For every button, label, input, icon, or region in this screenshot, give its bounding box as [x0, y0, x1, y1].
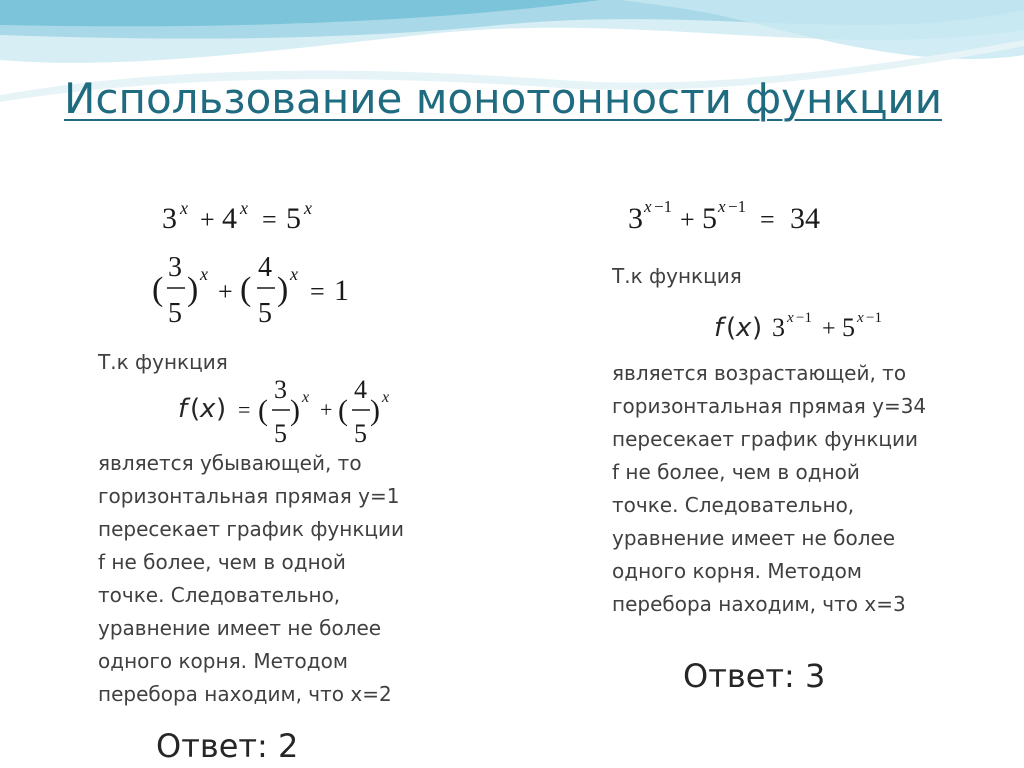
left-explanation-paragraph — [98, 447, 404, 711]
svg-text:3: 3 — [772, 313, 785, 342]
svg-text:=: = — [310, 277, 325, 306]
right-paragraph-line: одного корня. Методом — [612, 559, 862, 583]
svg-text:1: 1 — [334, 274, 349, 307]
right-paragraph-line: уравнение имеет не более — [612, 526, 896, 550]
right-paragraph-line: f не более, чем в одной — [612, 460, 860, 484]
svg-text:34: 34 — [790, 202, 820, 235]
svg-text:5: 5 — [286, 202, 301, 235]
svg-text:+: + — [680, 205, 695, 234]
svg-text:x: x — [180, 198, 188, 218]
svg-text:4: 4 — [354, 375, 367, 404]
svg-text:x: x — [240, 198, 248, 218]
left-paragraph-line: уравнение имеет не более — [98, 616, 382, 640]
svg-text:): ) — [370, 394, 380, 427]
svg-text:+: + — [218, 277, 233, 306]
left-equation-2 — [150, 248, 370, 334]
svg-text:=: = — [238, 397, 251, 422]
left-answer: Ответ: 2 — [156, 727, 299, 765]
right-paragraph-line: является возрастающей, то — [612, 361, 907, 385]
svg-text:−1: −1 — [796, 310, 812, 326]
svg-text:3: 3 — [628, 202, 643, 235]
svg-text:x: x — [304, 198, 312, 218]
svg-text:−1: −1 — [654, 197, 673, 216]
left-paragraph-line: перебора находим, что x=2 — [98, 682, 392, 706]
right-explanation-paragraph — [612, 357, 926, 621]
svg-text:(: ( — [152, 271, 164, 308]
left-paragraph-line: пересекает график функции — [98, 517, 405, 541]
svg-text:x: x — [302, 389, 310, 406]
svg-text:x: x — [787, 310, 794, 326]
svg-text:+: + — [822, 316, 836, 342]
svg-text:5: 5 — [354, 419, 367, 448]
svg-text:x: x — [200, 394, 216, 424]
svg-text:5: 5 — [258, 298, 272, 329]
svg-text:(: ( — [240, 271, 252, 308]
svg-text:): ) — [290, 394, 300, 427]
right-paragraph-line: горизонтальная прямая y=34 — [612, 394, 927, 418]
svg-text:): ) — [187, 271, 199, 308]
svg-text:5: 5 — [168, 298, 182, 329]
svg-text:x: x — [644, 197, 652, 216]
svg-text:(: ( — [726, 313, 737, 343]
svg-text:f: f — [714, 313, 724, 343]
left-paragraph-line: горизонтальная прямая y=1 — [98, 484, 400, 508]
left-paragraph-line: является убывающей, то — [98, 451, 362, 475]
left-paragraph-line: одного корня. Методом — [98, 649, 348, 673]
svg-text:): ) — [216, 394, 227, 424]
svg-text:+: + — [320, 397, 333, 422]
svg-text:x: x — [290, 264, 298, 284]
svg-text:−1: −1 — [866, 310, 882, 326]
svg-text:5: 5 — [842, 313, 855, 342]
right-paragraph-line: перебора находим, что x=3 — [612, 592, 906, 616]
svg-text:−1: −1 — [728, 197, 747, 216]
svg-text:x: x — [718, 197, 726, 216]
svg-text:4: 4 — [258, 252, 272, 283]
right-answer: Ответ: 3 — [683, 657, 826, 695]
left-paragraph-line: f не более, чем в одной — [98, 550, 346, 574]
right-paragraph-line: точке. Следовательно, — [612, 493, 855, 517]
svg-text:x: x — [382, 389, 390, 406]
svg-text:x: x — [200, 264, 208, 284]
slide-title: Использование монотонности функции — [64, 74, 943, 123]
right-tk-label: Т.к функция — [612, 264, 742, 288]
right-paragraph-line: пересекает график функции — [612, 427, 919, 451]
svg-text:): ) — [277, 271, 289, 308]
svg-text:(: ( — [258, 394, 268, 427]
svg-text:): ) — [752, 313, 763, 343]
left-function-expression — [176, 372, 406, 450]
svg-text:3: 3 — [162, 202, 177, 235]
svg-text:f: f — [178, 394, 188, 424]
svg-text:5: 5 — [702, 202, 717, 235]
left-equation-1 — [160, 192, 340, 236]
left-paragraph-line: точке. Следовательно, — [98, 583, 341, 607]
left-tk-label: Т.к функция — [98, 350, 228, 374]
svg-text:x: x — [857, 310, 864, 326]
svg-text:(: ( — [190, 394, 201, 424]
right-equation-1 — [626, 192, 846, 236]
svg-text:(: ( — [338, 394, 348, 427]
svg-text:=: = — [760, 205, 775, 234]
svg-text:5: 5 — [274, 419, 287, 448]
svg-text:=: = — [262, 205, 277, 234]
svg-text:4: 4 — [222, 202, 237, 235]
svg-text:3: 3 — [168, 252, 182, 283]
right-function-expression — [712, 302, 922, 346]
svg-text:x: x — [736, 313, 752, 343]
svg-text:3: 3 — [274, 375, 287, 404]
svg-text:+: + — [200, 205, 215, 234]
